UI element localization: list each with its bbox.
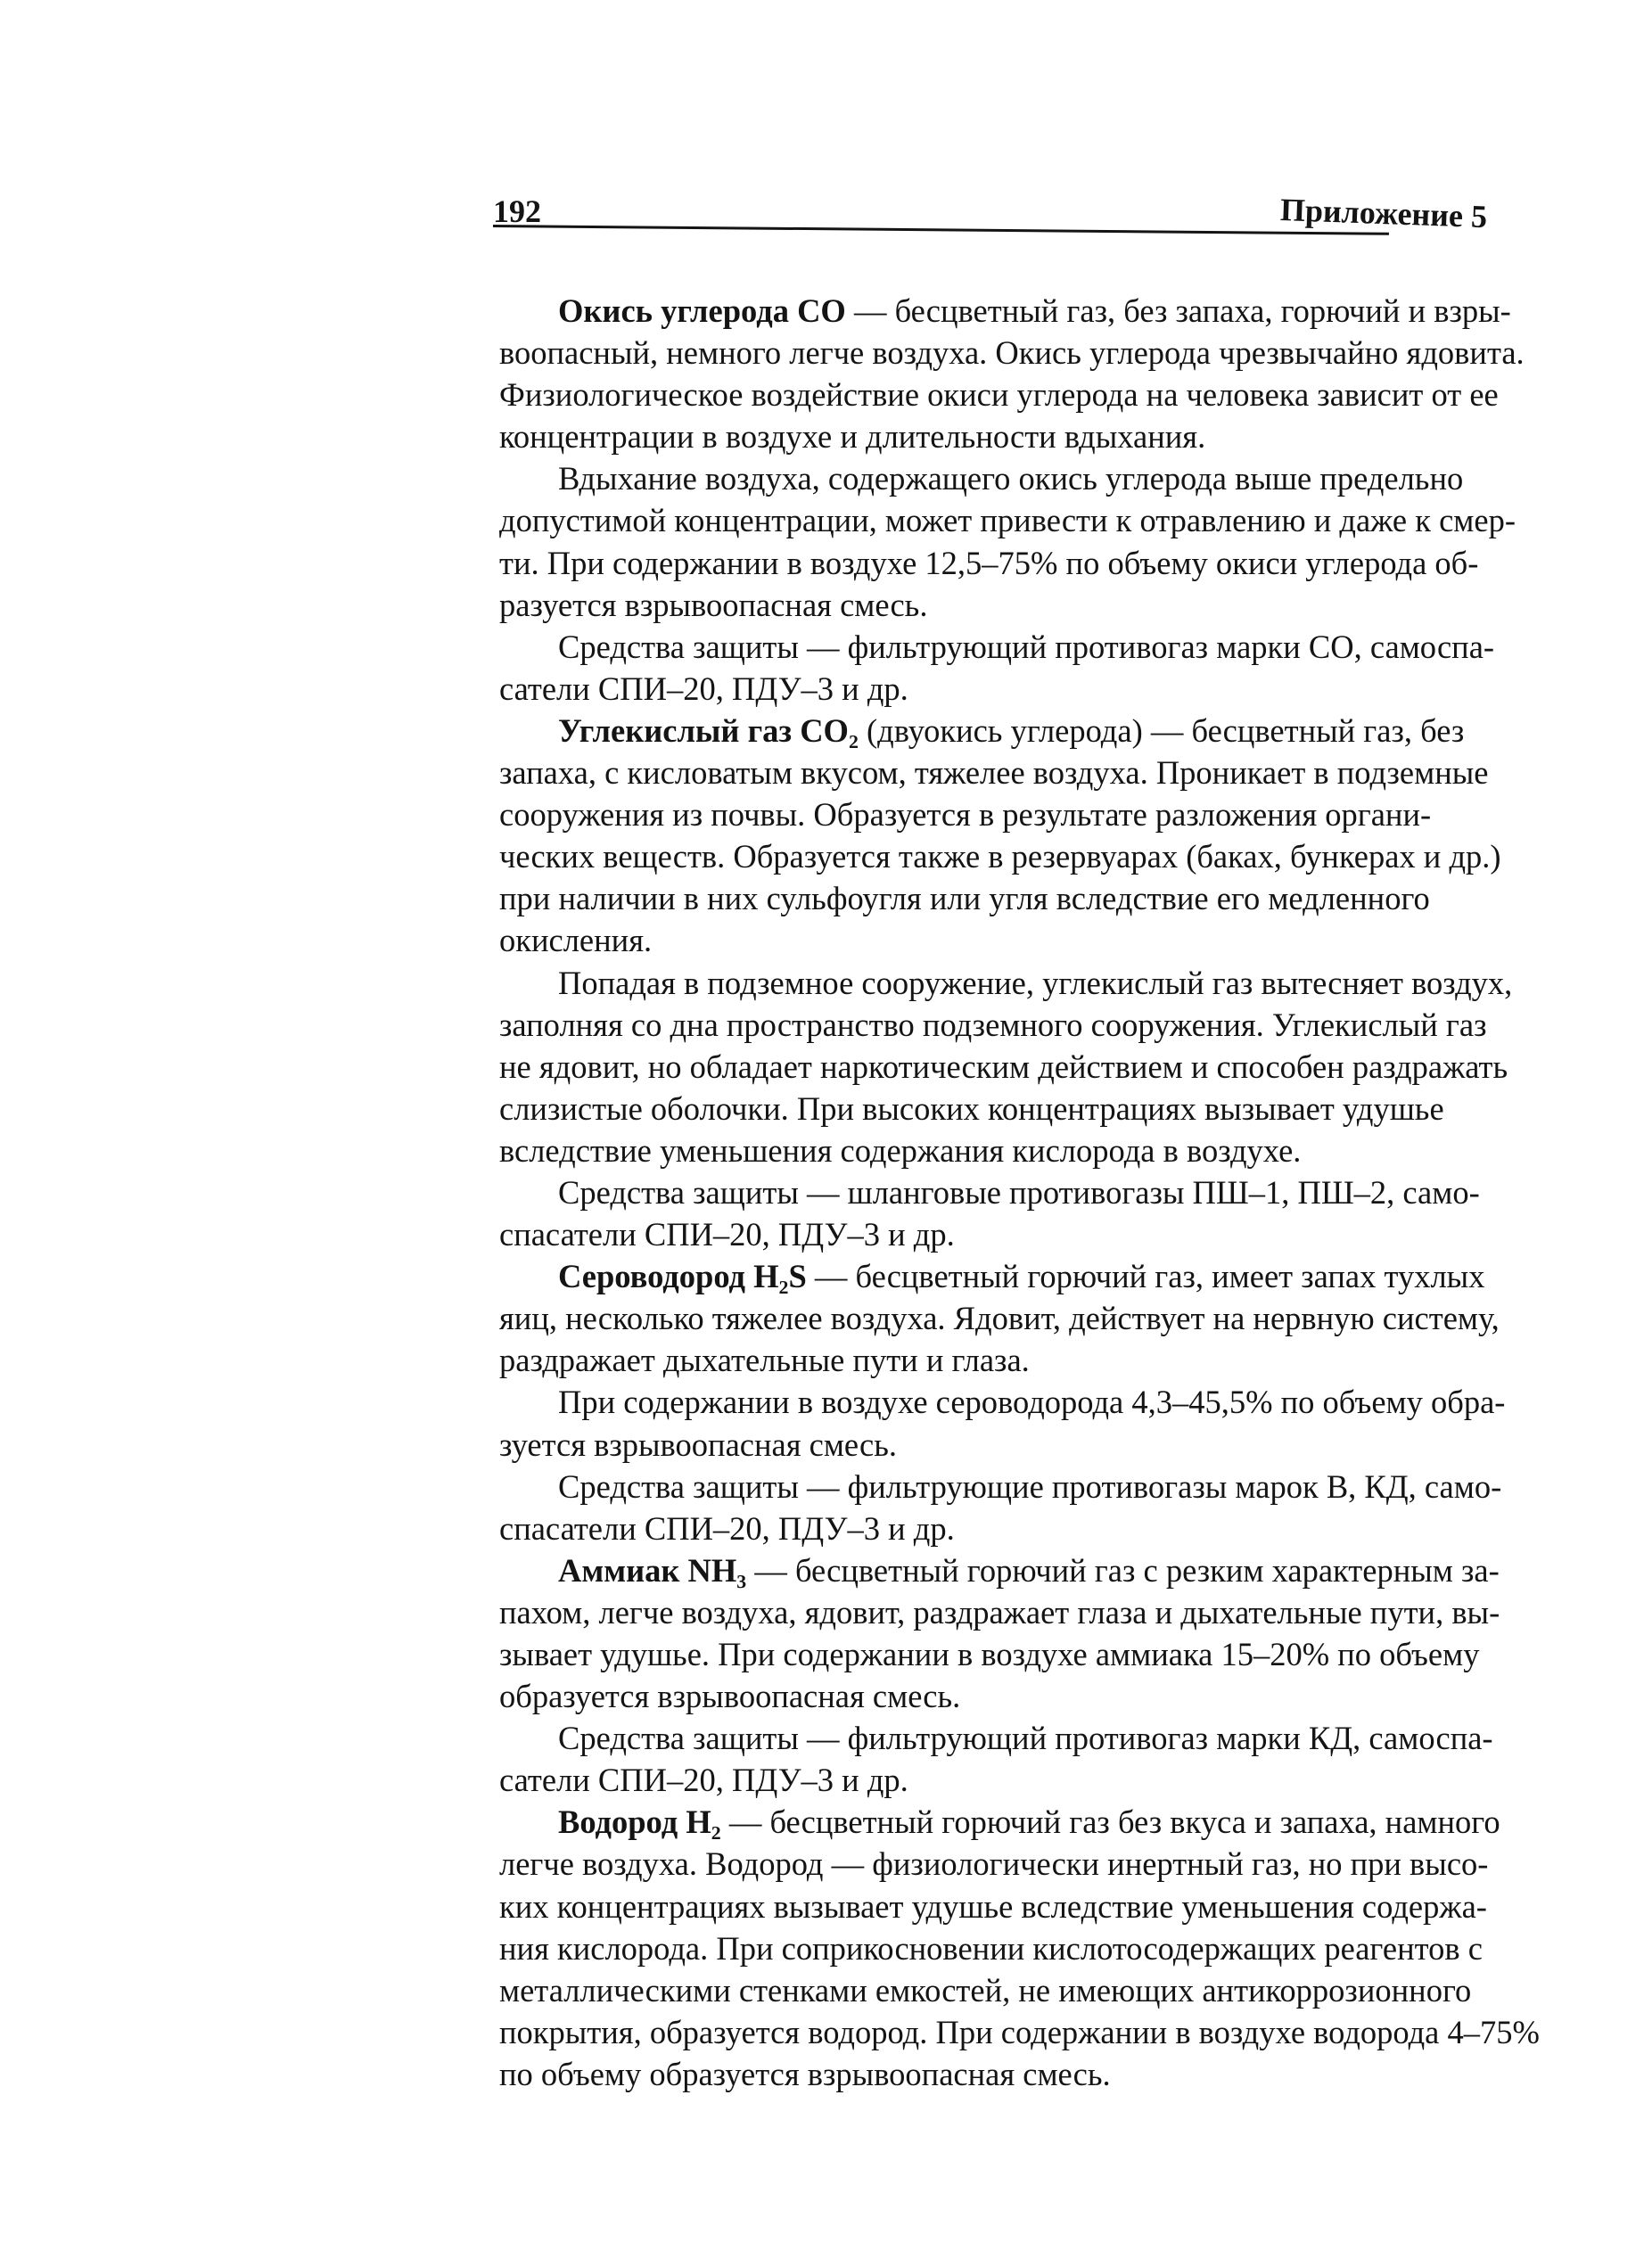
text-line [499,1633,1556,1675]
text-line [499,1508,1556,1549]
line-text: запаха, с кисловатым вкусом, тяжелее воздуха. Проникает в подземные [499,754,1489,792]
term: Сероводород H₂S [558,1258,807,1295]
line-text: Средства защиты — фильтрующий противогаз марки CO, самоспа- [558,628,1495,665]
text-line [499,1759,1556,1801]
line-text: раздражает дыхательные пути и глаза. [499,1342,1030,1379]
paragraph [499,962,1556,1171]
line-text: При содержании в воздухе сероводорода 4,3–45,5% по объему обра- [558,1384,1506,1421]
paragraph [499,457,1556,625]
text-line [499,877,1556,919]
line-text: спасатели СПИ–20, ПДУ–3 и др. [499,1509,955,1547]
text-line [499,962,1556,1004]
text-line [499,1213,1556,1255]
text-line [499,1591,1556,1633]
text-line [499,710,1556,752]
line-text: Средства защиты — фильтрующие противогазы марок В, КД, само- [558,1467,1502,1505]
running-title: Приложение 5 [1279,192,1488,235]
term: Водород H₂ [558,1803,721,1841]
line-text: зывает удушье. При содержании в воздухе аммиака 15–20% по объему [499,1636,1480,1672]
body-text [499,290,1556,2095]
text-line [499,1004,1556,1046]
line-text: разуется взрывоопасная смесь. [499,586,928,623]
text-line [499,1801,1556,1843]
text-line [499,290,1556,332]
text-line [499,1424,1556,1466]
line-text: пахом, легче воздуха, ядовит, раздражает глаза и дыхательные пути, вы- [499,1593,1500,1631]
text-line [499,2011,1556,2053]
text-line [499,1088,1556,1130]
text-line [499,919,1556,961]
text-line [499,332,1556,374]
text-line [499,1675,1556,1717]
text-line [499,1886,1556,1927]
text-line [499,1297,1556,1339]
paragraph [499,1466,1556,1549]
line-text: ния кислорода. При соприкосновении кислотосодержащих реагентов с [499,1929,1483,1967]
term: Окись углерода CO [558,292,846,329]
line-text: — бесцветный горючий газ, имеет запах тухлых [814,1258,1485,1295]
text-line [499,1171,1556,1213]
line-text: воопасный, немного легче воздуха. Окись углерода чрезвычайно ядовита. [499,334,1525,372]
line-text: покрытия, образуется водород. При содержании в воздухе водорода 4–75% [499,2013,1540,2050]
line-text: — бесцветный горючий газ с резким характерным за- [754,1551,1500,1589]
line-text: не ядовит, но обладает наркотическим действием и способен раздражать [499,1048,1508,1085]
line-text: — бесцветный газ, без запаха, горючий и взры- [853,292,1511,329]
paragraph [499,1381,1556,1465]
term: Аммиак NH₃ [558,1551,747,1589]
line-text: сатели СПИ–20, ПДУ–3 и др. [499,1762,908,1799]
paragraph [499,1717,1556,1801]
paragraph [499,1549,1556,1717]
line-text: Средства защиты — шланговые противогазы ПШ–1, ПШ–2, само- [558,1173,1480,1211]
text-line [499,1255,1556,1297]
text-line [499,542,1556,584]
text-line [499,584,1556,626]
line-text: (двуокись углерода) — бесцветный газ, без [867,711,1465,749]
term: Углекислый газ CO₂ [558,711,859,749]
text-line [499,1046,1556,1088]
line-text: образуется взрывоопасная смесь. [499,1678,961,1715]
line-text: заполняя со дна пространство подземного сооружения. Углекислый газ [499,1006,1487,1043]
paragraph [499,1255,1556,1381]
line-text: спасатели СПИ–20, ПДУ–3 и др. [499,1216,955,1253]
line-text: по объему образуется взрывоопасная смесь. [499,2055,1111,2092]
line-text: Попадая в подземное сооружение, углекислый газ вытесняет воздух, [558,964,1513,1001]
line-text: сооружения из почвы. Образуется в результате разложения органи- [499,796,1432,834]
paragraph [499,1801,1556,2095]
line-text: допустимой концентрации, может привести к отравлению и даже к смер- [499,502,1516,539]
line-text: металлическими стенками емкостей, не имеющих антикоррозионного [499,1971,1472,2009]
line-text: зуется взрывоопасная смесь. [499,1425,898,1463]
text-line [499,793,1556,835]
line-text: слизистые оболочки. При высоких концентрациях вызывает удушье [499,1089,1444,1127]
paragraph [499,626,1556,710]
paragraph [499,710,1556,962]
text-line [499,1466,1556,1508]
line-text: концентрации в воздухе и длительности вдыхания. [499,418,1206,456]
text-line [499,1843,1556,1885]
text-line [499,752,1556,793]
line-text: сатели СПИ–20, ПДУ–3 и др. [499,670,908,707]
text-line [499,374,1556,415]
line-text: Физиологическое воздействие окиси углерода на человека зависит от ее [499,376,1499,414]
text-line [499,1381,1556,1423]
line-text: ти. При содержании в воздухе 12,5–75% по объему окиси углерода об- [499,544,1479,581]
text-line [499,415,1556,457]
page-number: 192 [493,193,541,229]
paragraph [499,290,1556,457]
text-line [499,668,1556,710]
text-line [499,1549,1556,1591]
text-line [499,1927,1556,1969]
text-line [499,2053,1556,2095]
text-line [499,499,1556,541]
text-line [499,457,1556,499]
paragraph [499,1171,1556,1255]
line-text: Вдыхание воздуха, содержащего окись углерода выше предельно [558,460,1464,497]
text-line [499,1130,1556,1171]
line-text: при наличии в них сульфоугля или угля вследствие его медленного [499,880,1430,917]
line-text: Средства защиты — фильтрующий противогаз марки КД, самоспа- [558,1720,1493,1757]
line-text: — бесцветный горючий газ без вкуса и запаха, намного [728,1803,1500,1841]
text-line [499,1969,1556,2011]
line-text: ческих веществ. Образуется также в резервуарах (баках, бункерах и др.) [499,838,1501,875]
text-line [499,626,1556,668]
text-line [499,1717,1556,1759]
text-line [499,835,1556,877]
text-line [499,1339,1556,1381]
line-text: вследствие уменьшения содержания кислорода в воздухе. [499,1131,1302,1169]
line-text: ких концентрациях вызывает удушье вследствие уменьшения содержа- [499,1887,1487,1925]
line-text: яиц, несколько тяжелее воздуха. Ядовит, действует на нервную систему, [499,1300,1500,1337]
line-text: окисления. [499,922,653,959]
line-text: легче воздуха. Водород — физиологически инертный газ, но при высо- [499,1845,1489,1883]
